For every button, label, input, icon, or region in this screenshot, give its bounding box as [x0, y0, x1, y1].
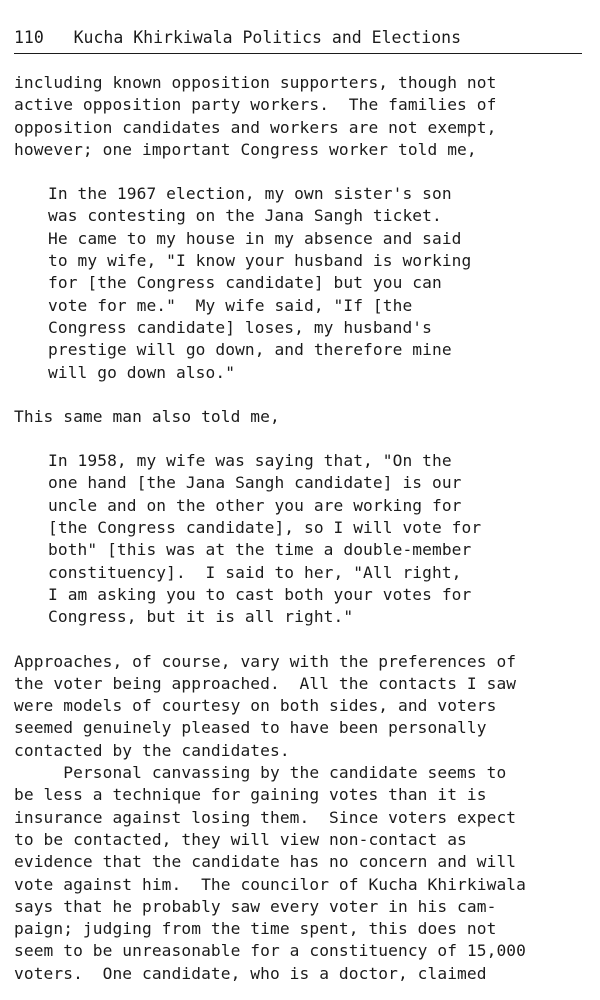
block-quote-2: [14, 450, 594, 628]
quote-line: will go down also.": [48, 362, 236, 382]
quote-line: vote for me." My wife said, "If [the: [48, 295, 413, 315]
text-line: be less a technique for gaining votes than it is: [14, 785, 487, 805]
text-line: seemed genuinely pleased to have been personally: [14, 718, 487, 738]
quote-line: for [the Congress candidate] but you can: [48, 273, 442, 293]
text-line: Personal canvassing by the candidate seems to: [14, 763, 507, 783]
paragraph-approaches: [14, 651, 594, 985]
text-line: to be contacted, they will view non-contact as: [14, 829, 467, 849]
page-body: [14, 72, 594, 985]
quote-line: He came to my house in my absence and said: [48, 228, 462, 248]
text-line: seem to be unreasonable for a constituency of 15,000: [14, 941, 526, 961]
text-line: opposition candidates and workers are not exempt,: [14, 117, 497, 137]
text-line: paign; judging from the time spent, this does not: [14, 919, 497, 939]
quote-line: to my wife, "I know your husband is working: [48, 251, 472, 271]
text-line: insurance against losing them. Since voters expect: [14, 807, 517, 827]
text-line: vote against him. The councilor of Kucha Khirkiwala: [14, 874, 526, 894]
text-line: voters. One candidate, who is a doctor, claimed: [14, 963, 487, 983]
quote-line: was contesting on the Jana Sangh ticket.: [48, 206, 442, 226]
running-header: [14, 28, 582, 48]
paragraph-intro: [14, 72, 594, 161]
running-title: Kucha Khirkiwala Politics and Elections: [73, 28, 462, 47]
text-line: says that he probably saw every voter in his cam-: [14, 896, 497, 916]
quote-line: I am asking you to cast both your votes for: [48, 584, 472, 604]
text-line: however; one important Congress worker told me,: [14, 139, 477, 159]
text-line: This same man also told me,: [14, 406, 280, 426]
text-line: active opposition party workers. The families of: [14, 95, 497, 115]
quote-line: [the Congress candidate], so I will vote for: [48, 518, 482, 538]
quote-line: In the 1967 election, my own sister's son: [48, 184, 452, 204]
text-line: Approaches, of course, vary with the preferences of: [14, 651, 517, 671]
text-line: contacted by the candidates.: [14, 740, 290, 760]
text-line: the voter being approached. All the contacts I saw: [14, 673, 517, 693]
quote-line: one hand [the Jana Sangh candidate] is our: [48, 473, 462, 493]
header-rule: [14, 53, 582, 54]
paragraph-mid: [14, 406, 594, 428]
block-quote-1: [14, 183, 594, 384]
quote-line: Congress candidate] loses, my husband's: [48, 317, 432, 337]
quote-line: In 1958, my wife was saying that, "On the: [48, 451, 452, 471]
text-line: were models of courtesy on both sides, and voters: [14, 696, 497, 716]
quote-line: both" [this was at the time a double-member: [48, 540, 472, 560]
quote-line: Congress, but it is all right.": [48, 607, 354, 627]
quote-line: prestige will go down, and therefore mine: [48, 340, 452, 360]
text-line: including known opposition supporters, though not: [14, 73, 497, 92]
quote-line: constituency]. I said to her, "All right,: [48, 562, 462, 582]
text-line: evidence that the candidate has no concern and will: [14, 852, 517, 872]
quote-line: uncle and on the other you are working for: [48, 495, 462, 515]
page-number: 110: [14, 28, 44, 47]
